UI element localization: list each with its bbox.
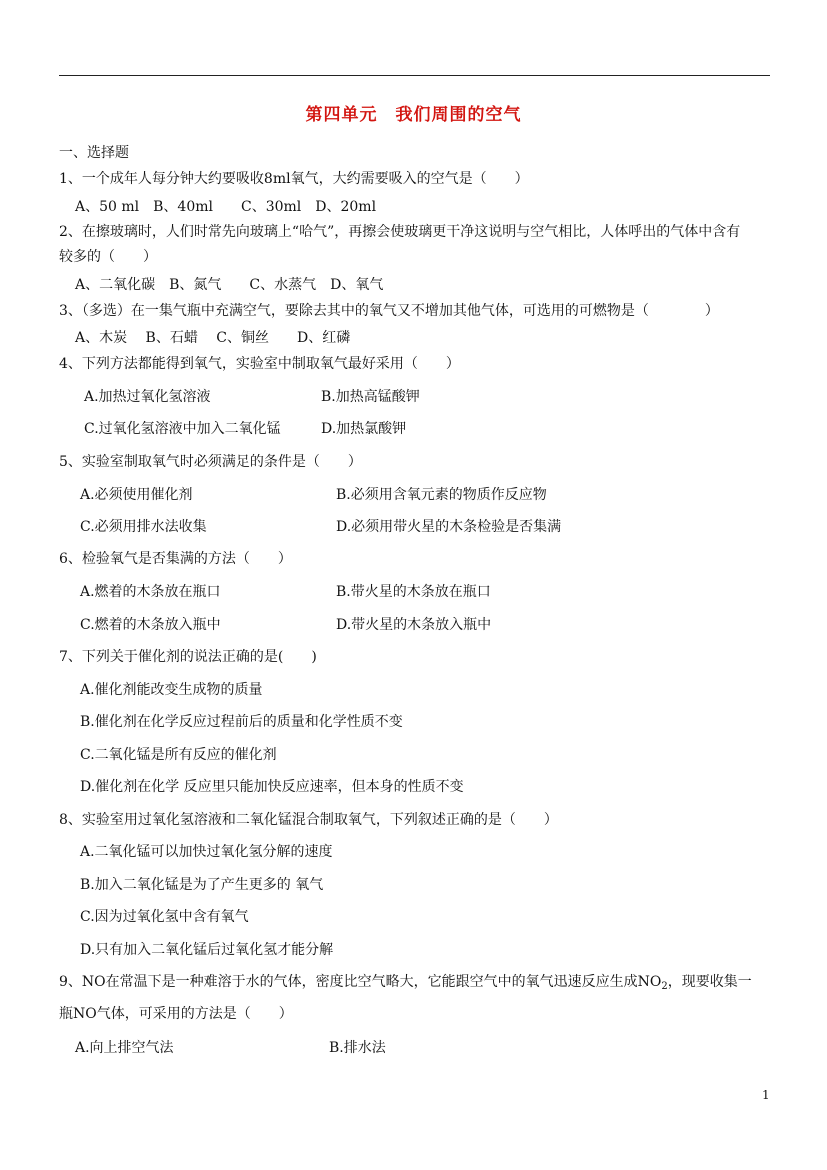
question-7-option-d: D.催化剂在化学 反应里只能加快反应速率，但本身的性质不变	[80, 779, 464, 795]
question-7-option-b: B.催化剂在化学反应过程前后的质量和化学性质不变	[80, 714, 403, 730]
header-rule	[59, 75, 770, 76]
question-8-option-a: A.二氧化锰可以加快过氧化氢分解的速度	[80, 844, 333, 860]
question-8-option-c: C.因为过氧化氢中含有氧气	[80, 909, 249, 925]
question-6-option-d: D.带火星的木条放入瓶中	[336, 617, 492, 633]
question-9-option-a: A.向上排空气法	[75, 1040, 174, 1056]
question-2-stem-line-1: 2、在擦玻璃时，人们时常先向玻璃上“哈气”，再擦会使玻璃更干净这说明与空气相比，人体呼出的气体中含有	[59, 224, 741, 240]
question-8-option-d: D.只有加入二氧化锰后过氧化氢才能分解	[80, 942, 334, 958]
question-6-option-c: C.燃着的木条放入瓶中	[80, 617, 221, 633]
question-5-stem: 5、实验室制取氧气时必须满足的条件是（ ）	[59, 454, 362, 470]
question-7-stem: 7、下列关于催化剂的说法正确的是( )	[59, 649, 317, 665]
question-1-options: A、50 ml B、40ml C、30ml D、20ml	[75, 199, 377, 215]
question-7-option-a: A.催化剂能改变生成物的质量	[80, 682, 263, 698]
question-3-stem: 3、（多选）在一集气瓶中充满空气，要除去其中的氧气又不增加其他气体，可选用的可燃物是（ ）	[59, 303, 719, 319]
question-6-option-a: A.燃着的木条放在瓶口	[80, 584, 221, 600]
question-1-stem: 1、一个成年人每分钟大约要吸收8ml氧气，大约需要吸入的空气是（ ）	[59, 171, 529, 187]
section-heading: 一、选择题	[59, 145, 129, 161]
question-4-option-a: A.加热过氧化氢溶液	[84, 389, 211, 405]
question-8-stem: 8、实验室用过氧化氢溶液和二氧化锰混合制取氧气，下列叙述正确的是（ ）	[59, 812, 558, 828]
question-4-option-d: D.加热氯酸钾	[321, 421, 407, 437]
question-4-option-b: B.加热高锰酸钾	[321, 389, 420, 405]
question-2-options: A、二氧化碳 B、氮气 C、水蒸气 D、氧气	[75, 277, 384, 293]
question-4-option-c: C.过氧化氢溶液中加入二氧化锰	[84, 421, 281, 437]
question-5-option-d: D.必须用带火星的木条检验是否集满	[336, 519, 562, 535]
question-6-stem: 6、检验氧气是否集满的方法（ ）	[59, 551, 292, 567]
question-8-option-b: B.加入二氧化锰是为了产生更多的 氧气	[80, 877, 324, 893]
question-5-option-a: A.必须使用催化剂	[80, 487, 193, 503]
question-5-option-c: C.必须用排水法收集	[80, 519, 207, 535]
question-9-option-b: B.排水法	[329, 1040, 386, 1056]
question-6-option-b: B.带火星的木条放在瓶口	[336, 584, 491, 600]
question-9-stem-line-2: 瓶NO气体，可采用的方法是（ ）	[59, 1006, 293, 1022]
question-3-options: A、木炭 B、石蜡 C、铜丝 D、红磷	[75, 330, 351, 346]
page-title: 第四单元 我们周围的空气	[305, 105, 522, 125]
question-9-stem-line-1: 9、NO在常温下是一种难溶于水的气体，密度比空气略大，它能跟空气中的氧气迅速反应生成$NO_2$，现要收集一	[59, 974, 752, 992]
question-7-option-c: C.二氧化锰是所有反应的催化剂	[80, 747, 277, 763]
question-5-option-b: B.必须用含氧元素的物质作反应物	[336, 487, 547, 503]
question-2-stem-line-2: 较多的（ ）	[59, 249, 157, 265]
question-4-stem: 4、下列方法都能得到氧气，实验室中制取氧气最好采用（ ）	[59, 356, 460, 372]
page-number: 1	[762, 1088, 770, 1102]
